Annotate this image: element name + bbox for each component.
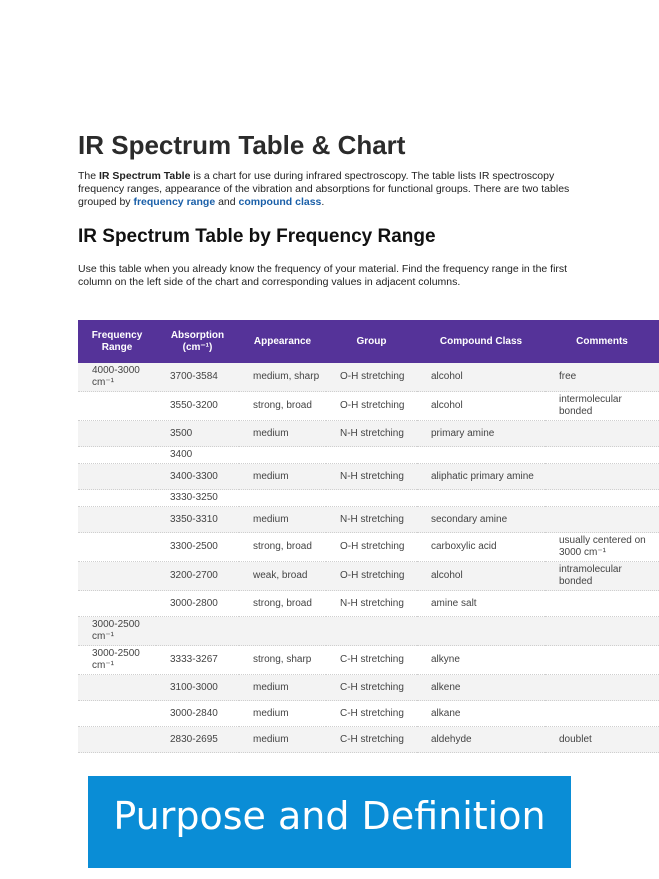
cell-group: C-H stretching — [326, 701, 417, 727]
cell-comments: free — [545, 363, 659, 392]
cell-comments — [545, 490, 659, 507]
table-row — [78, 727, 659, 753]
cell-group: O-H stretching — [326, 533, 417, 562]
cell-group: C-H stretching — [326, 675, 417, 701]
cell-appearance — [239, 447, 326, 464]
cell-compound-class: alkene — [417, 675, 545, 701]
cell-comments — [545, 464, 659, 490]
table-row — [78, 591, 659, 617]
cell-absorption: 3000-2840 — [156, 701, 239, 727]
cell-compound-class: aldehyde — [417, 727, 545, 753]
cell-frequency-range: 3000-2500 cm⁻¹ — [78, 646, 156, 675]
cell-frequency-range: 3000-2500 cm⁻¹ — [78, 617, 156, 646]
table-row — [78, 392, 659, 421]
cell-frequency-range — [78, 727, 156, 753]
section-title: IR Spectrum Table by Frequency Range — [78, 226, 436, 247]
frequency-range-link[interactable]: frequency range — [133, 196, 216, 208]
cell-absorption: 2830-2695 — [156, 727, 239, 753]
intro-text-4: . — [321, 196, 325, 208]
cell-group: N-H stretching — [326, 421, 417, 447]
cell-appearance — [239, 617, 326, 646]
compound-class-link[interactable]: compound class — [238, 196, 322, 208]
cell-group: O-H stretching — [326, 562, 417, 591]
cell-frequency-range: 4000-3000 cm⁻¹ — [78, 363, 156, 392]
table-row — [78, 701, 659, 727]
ir-spectrum-table — [78, 320, 659, 753]
cell-frequency-range — [78, 533, 156, 562]
cell-comments: intramolecular bonded — [545, 562, 659, 591]
cell-compound-class: alkane — [417, 701, 545, 727]
cell-compound-class — [417, 447, 545, 464]
cell-comments — [545, 675, 659, 701]
cell-appearance: medium — [239, 507, 326, 533]
cell-frequency-range — [78, 591, 156, 617]
cell-frequency-range — [78, 562, 156, 591]
cell-appearance: medium — [239, 675, 326, 701]
page-title: IR Spectrum Table & Chart — [78, 130, 406, 160]
cell-comments — [545, 701, 659, 727]
cell-comments — [545, 591, 659, 617]
cell-absorption: 3200-2700 — [156, 562, 239, 591]
cell-absorption: 3330-3250 — [156, 490, 239, 507]
cell-absorption: 3550-3200 — [156, 392, 239, 421]
cell-frequency-range — [78, 447, 156, 464]
cell-group: C-H stretching — [326, 727, 417, 753]
cell-absorption: 3333-3267 — [156, 646, 239, 675]
cell-comments — [545, 507, 659, 533]
cell-appearance: strong, broad — [239, 591, 326, 617]
table-row — [78, 421, 659, 447]
table-row — [78, 464, 659, 490]
cell-compound-class: secondary amine — [417, 507, 545, 533]
table-row — [78, 363, 659, 392]
cell-absorption: 3700-3584 — [156, 363, 239, 392]
cell-appearance: medium — [239, 727, 326, 753]
cell-frequency-range — [78, 507, 156, 533]
cell-comments — [545, 646, 659, 675]
cell-group: O-H stretching — [326, 392, 417, 421]
cell-compound-class: alcohol — [417, 392, 545, 421]
intro-text-3: and — [215, 196, 239, 208]
cell-comments — [545, 447, 659, 464]
cell-comments — [545, 617, 659, 646]
intro-text-2: is a chart for use during infrared spectroscopy. The table lists IR spectroscopy frequency ranges, appearance of the vibration and absorptions for functional groups. There are two tables grouped by — [78, 170, 570, 208]
cell-appearance: strong, broad — [239, 392, 326, 421]
header-frequency-range: Frequency Range — [78, 320, 156, 363]
cell-absorption: 3300-2500 — [156, 533, 239, 562]
cell-absorption: 3100-3000 — [156, 675, 239, 701]
cell-absorption: 3400-3300 — [156, 464, 239, 490]
cell-comments: doublet — [545, 727, 659, 753]
table-row — [78, 490, 659, 507]
intro-text-1: The — [78, 170, 100, 182]
cell-comments: intermolecular bonded — [545, 392, 659, 421]
cell-frequency-range — [78, 490, 156, 507]
article — [78, 130, 659, 289]
table-row — [78, 533, 659, 562]
table-row — [78, 646, 659, 675]
cell-absorption: 3350-3310 — [156, 507, 239, 533]
usage-note: Use this table when you already know the frequency of your material. Find the frequency range in the first column on the left side of the chart and corresponding values in adjacent columns. — [78, 263, 568, 288]
cell-compound-class: alcohol — [417, 363, 545, 392]
cell-group — [326, 447, 417, 464]
cell-frequency-range — [78, 464, 156, 490]
cell-compound-class: alcohol — [417, 562, 545, 591]
cell-compound-class: aliphatic primary amine — [417, 464, 545, 490]
cell-appearance: strong, sharp — [239, 646, 326, 675]
cell-absorption: 3400 — [156, 447, 239, 464]
purpose-banner — [88, 776, 571, 868]
cell-group: N-H stretching — [326, 507, 417, 533]
intro-paragraph — [78, 170, 578, 209]
cell-absorption — [156, 617, 239, 646]
cell-compound-class — [417, 490, 545, 507]
cell-group — [326, 490, 417, 507]
header-absorption: Absorption (cm⁻¹) — [156, 320, 239, 363]
cell-frequency-range — [78, 675, 156, 701]
cell-appearance: strong, broad — [239, 533, 326, 562]
banner-title: Purpose and Definition — [113, 794, 546, 838]
cell-appearance: medium, sharp — [239, 363, 326, 392]
table-row — [78, 562, 659, 591]
table-row — [78, 675, 659, 701]
table-row — [78, 617, 659, 646]
header-comments: Comments — [545, 320, 659, 363]
cell-group — [326, 617, 417, 646]
cell-appearance: weak, broad — [239, 562, 326, 591]
cell-group: N-H stretching — [326, 591, 417, 617]
cell-appearance — [239, 490, 326, 507]
header-group: Group — [326, 320, 417, 363]
header-compound-class: Compound Class — [417, 320, 545, 363]
cell-comments — [545, 421, 659, 447]
cell-group: N-H stretching — [326, 464, 417, 490]
cell-compound-class: alkyne — [417, 646, 545, 675]
cell-absorption: 3000-2800 — [156, 591, 239, 617]
cell-group: C-H stretching — [326, 646, 417, 675]
cell-appearance: medium — [239, 701, 326, 727]
cell-compound-class: carboxylic acid — [417, 533, 545, 562]
cell-frequency-range — [78, 421, 156, 447]
table-row — [78, 447, 659, 464]
cell-group: O-H stretching — [326, 363, 417, 392]
table-header-row — [78, 320, 659, 363]
intro-bold-term: IR Spectrum Table — [99, 170, 191, 182]
cell-frequency-range — [78, 392, 156, 421]
cell-compound-class: primary amine — [417, 421, 545, 447]
cell-absorption: 3500 — [156, 421, 239, 447]
header-appearance: Appearance — [239, 320, 326, 363]
table-row — [78, 507, 659, 533]
cell-compound-class — [417, 617, 545, 646]
cell-frequency-range — [78, 701, 156, 727]
cell-comments: usually centered on 3000 cm⁻¹ — [545, 533, 659, 562]
cell-compound-class: amine salt — [417, 591, 545, 617]
cell-appearance: medium — [239, 464, 326, 490]
cell-appearance: medium — [239, 421, 326, 447]
